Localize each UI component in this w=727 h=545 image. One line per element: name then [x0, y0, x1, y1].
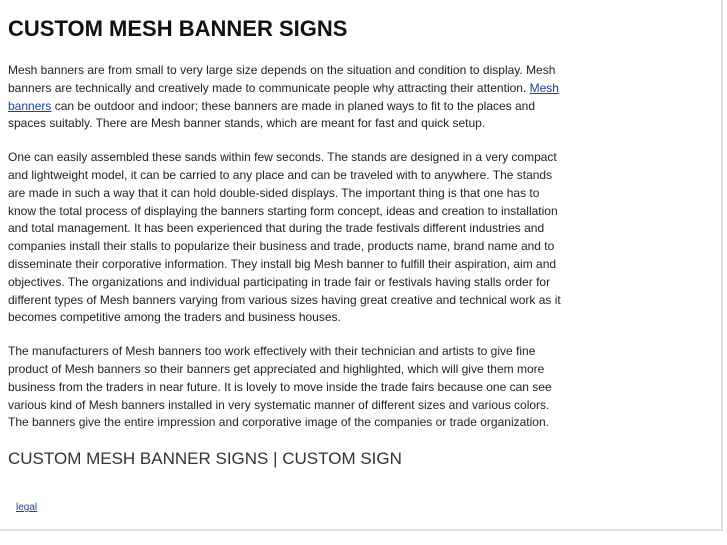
legal-link[interactable]: legal [16, 502, 38, 513]
paragraph-manufacturers: The manufacturers of Mesh banners too work effectively with their technician and artists to give fine product of Mesh banners so their banners get appreciated and highlighted, which will give them more business from the traders in near future. It is lovely to move inside the trade fairs because one can see various kind of Mesh banners installed in very systematic manner of different sizes and various colors. The banners give the entire impression and corporative image of the companies or trade organization. [8, 344, 552, 430]
mesh-banners-link[interactable]: Mesh banners [8, 80, 559, 113]
footer [16, 502, 37, 513]
paragraph-intro [8, 62, 568, 133]
page-subtitle: CUSTOM MESH BANNER SIGNS | CUSTOM SIGN [8, 449, 402, 469]
page-title: CUSTOM MESH BANNER SIGNS [8, 16, 348, 41]
article [8, 16, 568, 470]
paragraph-intro-text-before: Mesh banners are from small to very large size depends on the situation and condition to display. Mesh banners are technically and creatively made to communicate people why attracting their attention. [8, 63, 556, 95]
paragraph-stands: One can easily assembled these sands within few seconds. The stands are designed in a very compact and lightweight model, it can be carried to any place and can be traveled with to anywhere. The stands are made in such a way that it can hold double-sided displays. The important thing is that one has to know the total process of displaying the banners starting form concept, ideas and creation to installation and total management. It has been experienced that during the trade festivals different industries and companies install their stalls to popularize their business and trade, products name, brand name and to disseminate their corporative information. They install big Mesh banner to fulfill their aspiration, aim and objectives. The organizations and individual participating in trade fair or festivals having stalls order for different types of Mesh banners varying from various sizes having great creative and technical work as it becomes competitive among the traders and business houses. [8, 150, 561, 325]
paragraph-intro-text-after: can be outdoor and indoor; these banners are made in planed ways to fit to the places and spaces suitably. There are Mesh banner stands, which are meant for fast and quick setup. [8, 98, 536, 131]
